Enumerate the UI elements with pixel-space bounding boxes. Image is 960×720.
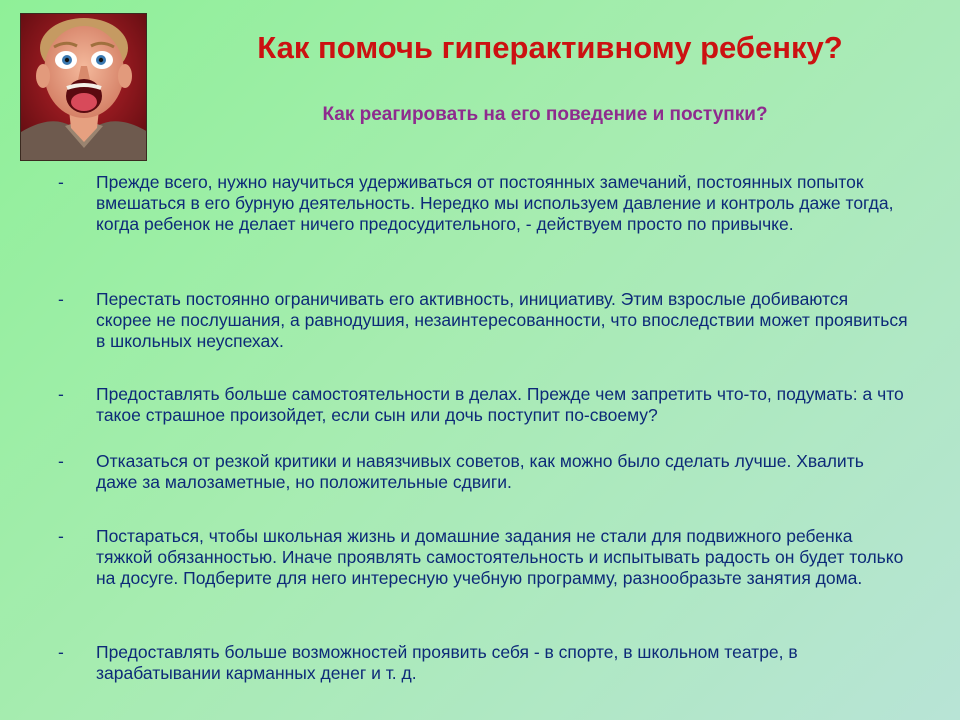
list-item-text: Прежде всего, нужно научиться удерживаться от постоянных замечаний, постоянных попыток вмешаться в его бурную деятельность. Нередко мы используем давление и контроль даже тогда, когда ребенок не делает ничего предосудительного, - действуем просто по привычке. (96, 172, 894, 234)
list-item-text: Постараться, чтобы школьная жизнь и домашние задания не стали для подвижного ребенка тяжкой обязанностью. Иначе проявлять самостоятельность и испытывать радость он будет только на досуге. Подберите для него интересную учебную программу, разнообразьте занятия дома. (96, 526, 904, 588)
list-item (58, 451, 908, 493)
list-item-text: Отказаться от резкой критики и навязчивых советов, как можно было сделать лучше. Хвалить даже за малозаметные, но положительные сдвиги. (96, 451, 864, 492)
slide-subtitle: Как реагировать на его поведение и поступки? (322, 104, 768, 125)
bullet-dash: - (58, 642, 64, 662)
list-item-text: Предоставлять больше возможностей проявить себя - в спорте, в школьном театре, в зарабатывании карманных денег и т. д. (96, 642, 798, 683)
bullet-dash: - (58, 289, 64, 309)
bullet-dash: - (58, 384, 64, 404)
list-item-text: Предоставлять больше самостоятельности в делах. Прежде чем запретить что-то, подумать: а что такое страшное произойдет, если сын или дочь поступит по-своему? (96, 384, 904, 425)
list-item (58, 642, 908, 684)
list-item (58, 172, 908, 235)
bullet-dash: - (58, 451, 64, 471)
bullet-dash: - (58, 172, 64, 192)
list-item (58, 526, 908, 589)
list-item-text: Перестать постоянно ограничивать его активность, инициативу. Этим взрослые добиваются скорее не послушания, а равнодушия, незаинтересованности, что впоследствии может проявиться в школьных неуспехах. (96, 289, 908, 351)
bullet-dash: - (58, 526, 64, 546)
slide-title: Как помочь гиперактивному ребенку? (257, 30, 843, 65)
list-item (58, 289, 908, 352)
list-item (58, 384, 908, 426)
